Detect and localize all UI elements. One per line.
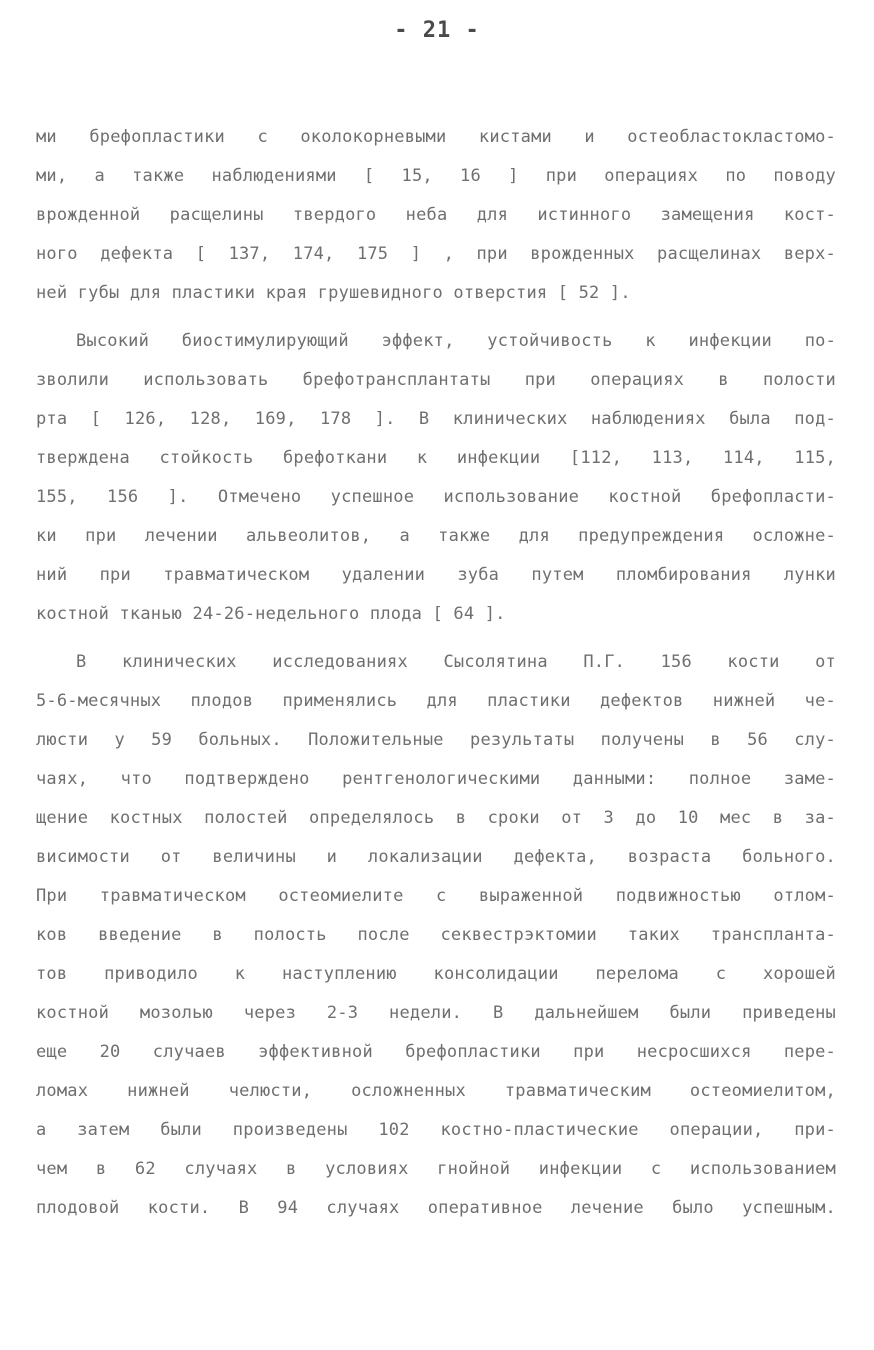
text-line: ного дефекта [ 137, 174, 175 ] , при врожденных расщелинах верх- [36, 244, 836, 264]
text-line: костной мозолью через 2-3 недели. В дальнейшем были приведены [36, 1003, 836, 1023]
text-line: ний при травматическом удалении зуба путем пломбирования лунки [36, 565, 836, 585]
text-line: ков введение в полость после секвестрэктомии таких трансплантa- [36, 925, 836, 945]
text-line: ки при лечении альвеолитов, а также для предупреждения осложне- [36, 526, 836, 546]
text-line: висимости от величины и локализации дефекта, возраста больного. [36, 847, 836, 867]
text-line: 155, 156 ]. Отмечено успешное использование костной брефопласти- [36, 487, 836, 507]
text-line: плодовой кости. В 94 случаях оперативное лечение было успешным. [36, 1198, 836, 1218]
text-line: костной тканью 24-26-недельного плода [ 64 ]. [36, 604, 506, 624]
text-line: Высокий биостимулирующий эффект, устойчивость к инфекции по- [76, 331, 836, 351]
text-line: щение костных полостей определялось в сроки от 3 до 10 мес в за- [36, 808, 836, 828]
text-line: тов приводило к наступлению консолидации перелома с хорошей [36, 964, 836, 984]
text-line: чаях, что подтверждено рентгенологическими данными: полное заме- [36, 769, 836, 789]
page-number: - 21 - [394, 18, 480, 43]
text-line: врожденной расщелины твердого неба для истинного замещения кост- [36, 205, 836, 225]
text-line: чем в 62 случаях в условиях гнойной инфекции с использованием [36, 1159, 836, 1179]
text-line: рта [ 126, 128, 169, 178 ]. В клинических наблюдениях была под- [36, 409, 836, 429]
text-line: 5-6-месячных плодов применялись для пластики дефектов нижней че- [36, 691, 836, 711]
text-line: При травматическом остеомиелите с выраженной подвижностью отлом- [36, 886, 836, 906]
text-line: ми, а также наблюдениями [ 15, 16 ] при операциях по поводу [36, 166, 836, 186]
text-line: ми брефопластики с околокорневыми кистами и остеобластокластомо- [36, 127, 836, 147]
text-line: ней губы для пластики края грушевидного отверстия [ 52 ]. [36, 283, 631, 303]
text-line: люсти у 59 больных. Положительные результаты получены в 56 слу- [36, 730, 836, 750]
text-line: зволили использовать брефотрансплантаты при операциях в полости [36, 370, 836, 390]
text-line: ломах нижней челюсти, осложненных травматическим остеомиелитом, [36, 1081, 836, 1101]
text-line: В клинических исследованиях Сысолятина П.Г. 156 кости от [76, 652, 836, 672]
text-line: а затем были произведены 102 костно-пластические операции, при- [36, 1120, 836, 1140]
text-line: еще 20 случаев эффективной брефопластики при несросшихся пере- [36, 1042, 836, 1062]
text-line: тверждена стойкость брефоткани к инфекции [112, 113, 114, 115, [36, 448, 836, 468]
body-text [36, 118, 836, 1228]
